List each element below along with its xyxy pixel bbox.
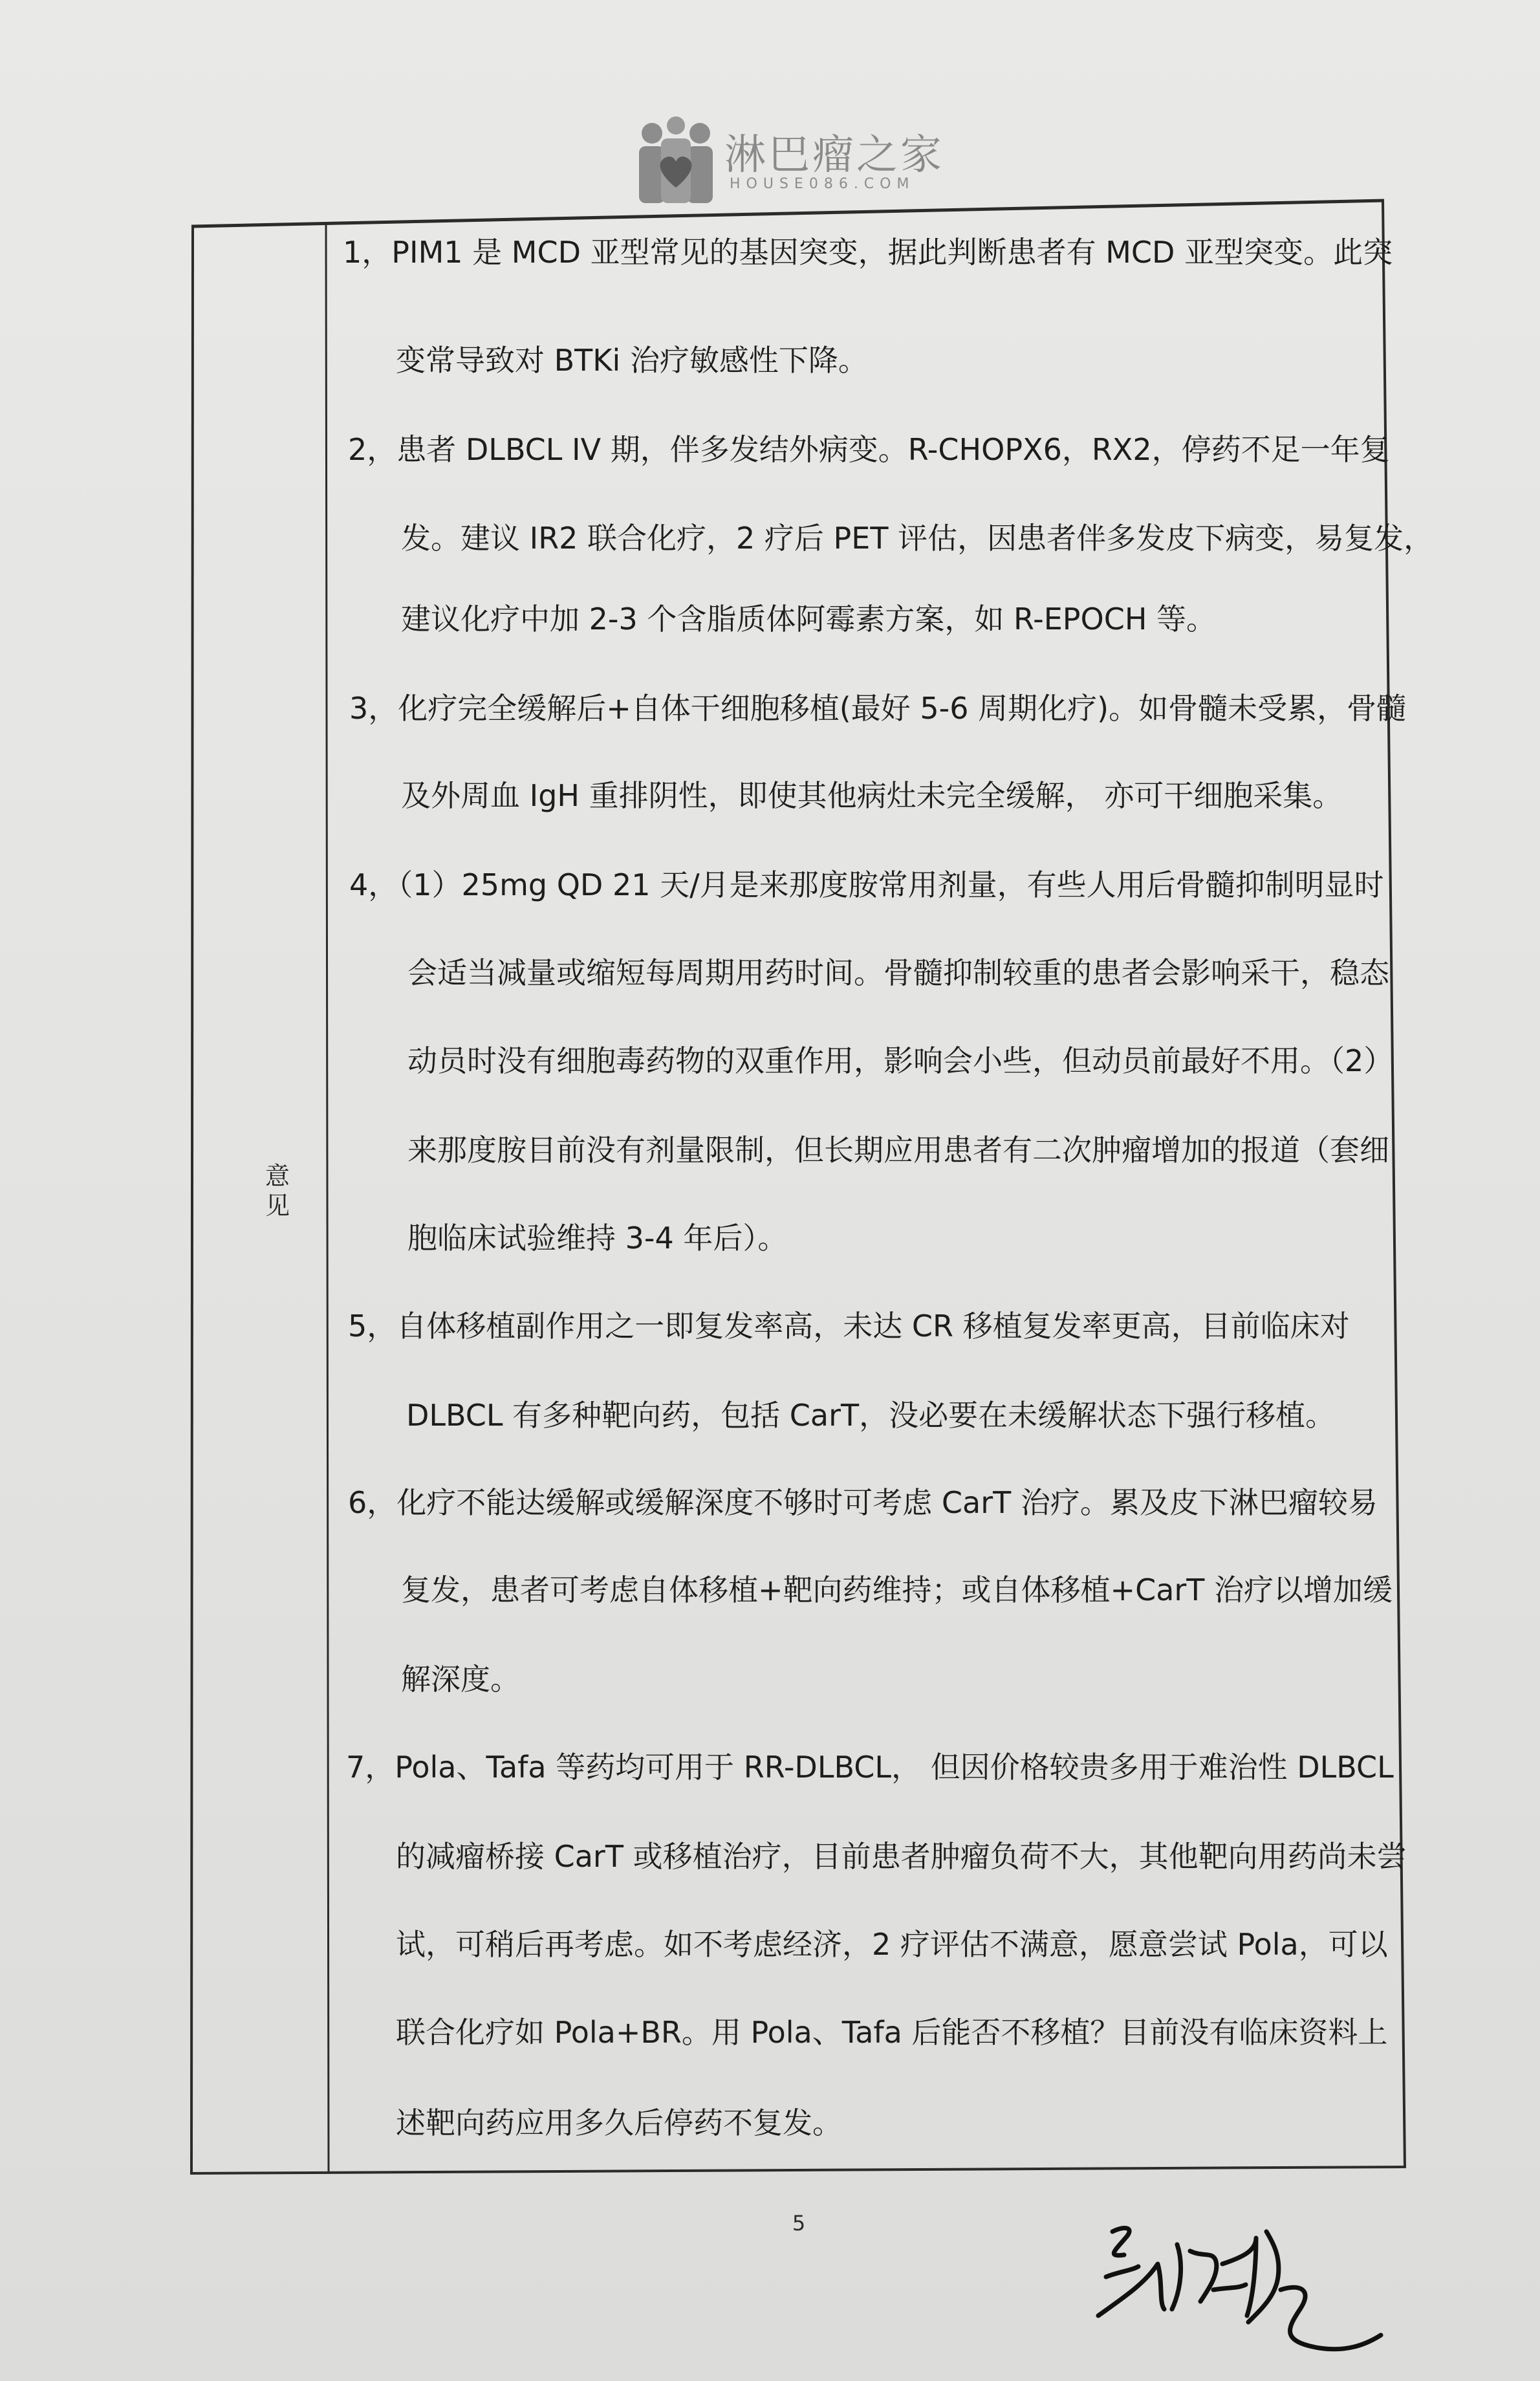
content-line: DLBCL 有多种靶向药，包括 CarT，没必要在未缓解状态下强行移植。 [406,1398,1336,1433]
table-left-border [191,226,193,2173]
family-heart-logo-icon [634,115,718,206]
table-column-divider [326,224,329,2173]
house086-logo [634,110,944,207]
content-line: 2，患者 DLBCL IV 期，伴多发结外病变。R-CHOPX6，RX2，停药不足一年复 [348,432,1390,467]
content-line: 1，PIM1 是 MCD 亚型常见的基因突变，据此判断患者有 MCD 亚型突变。此突 [343,235,1393,270]
opinion-row-label: 意见 [265,1162,290,1220]
page-number: 5 [792,2211,806,2235]
content-line: 会适当减量或缩短每周期用药时间。骨髓抑制较重的患者会影响采干，稳态 [407,955,1389,990]
handwritten-signature-icon [1087,2212,1391,2380]
content-line: 试，可稍后再考虑。如不考虑经济，2 疗评估不满意，愿意尝试 Pola，可以 [396,1927,1388,1962]
content-line: 复发，患者可考虑自体移植+靶向药维持；或自体移植+CarT 治疗以增加缓 [401,1572,1393,1607]
content-line: 解深度。 [401,1662,520,1697]
content-line: 建议化疗中加 2-3 个含脂质体阿霉素方案，如 R-EPOCH 等。 [401,602,1217,636]
content-line: 胞临床试验维持 3-4 年后）。 [407,1221,788,1256]
logo-name: 淋巴瘤之家 [724,131,944,179]
content-line: 7，Pola、Tafa 等药均可用于 RR-DLBCL， 但因价格较贵多用于难治性 DLBCL [346,1750,1394,1785]
content-line: 变常导致对 BTKi 治疗敏感性下降。 [396,343,868,378]
content-line: 及外周血 IgH 重排阴性，即使其他病灶未完全缓解， 亦可干细胞采集。 [401,778,1343,813]
content-line: 联合化疗如 Pola+BR。用 Pola、Tafa 后能否不移植？目前没有临床资料上 [396,2015,1388,2050]
content-line: 述靶向药应用多久后停药不复发。 [396,2105,842,2140]
logo-subtitle: HOUSE086.COM [730,176,915,192]
content-line: 发。建议 IR2 联合化疗，2 疗后 PET 评估，因患者伴多发皮下病变，易复发， [401,521,1434,556]
content-line: 来那度胺目前没有剂量限制，但长期应用患者有二次肿瘤增加的报道（套细 [407,1133,1389,1168]
content-line: 4，（1）25mg QD 21 天/月是来那度胺常用剂量，有些人用后骨髓抑制明显时 [349,867,1384,902]
content-line: 3，化疗完全缓解后+自体干细胞移植(最好 5-6 周期化疗)。如骨髓未受累，骨髓 [349,691,1407,726]
table-bottom-border [190,2167,1406,2173]
content-line: 的减瘤桥接 CarT 或移植治疗，目前患者肿瘤负荷不大，其他靶向用药尚未尝 [396,1839,1407,1874]
content-line: 6，化疗不能达缓解或缓解深度不够时可考虑 CarT 治疗。累及皮下淋巴瘤较易 [348,1485,1378,1520]
content-line: 动员时没有细胞毒药物的双重作用，影响会小些，但动员前最好不用。（2） [407,1043,1394,1078]
content-line: 5，自体移植副作用之一即复发率高，未达 CR 移植复发率更高，目前临床对 [348,1309,1350,1343]
